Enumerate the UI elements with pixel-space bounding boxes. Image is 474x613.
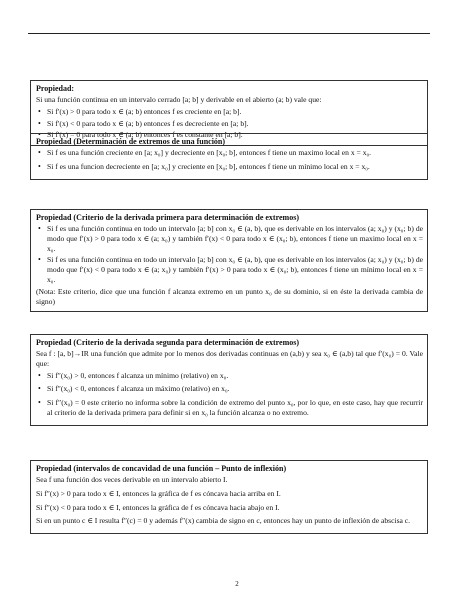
bullet-item: • Si f es una función continua en todo un intervalo [a; b] con x₀ ∈ (a, b), que es derivable en los intervalos (a; x₀) y (x₀; b) de modo que f′(x) > 0 para todo x ∈ (a; x₀) y también f′(x) < 0 para todo x ∈ (x₀; b), entonces f tiene un maximo local en x = x₀.	[36, 224, 423, 253]
bullet-item: • Si f es una función creciente en [a; x₀] y decreciente en [x₀; b], entonces f tiene un maximo local en x = x₀.	[36, 148, 423, 158]
bullet-item: • Si f″(x₀) = 0 este criterio no informa sobre la condición de extremo del punto x₀, por lo que, en este caso, hay que recurrir al criterio de la derivada primera para definir si en x₀ la función alcanza o no extremo.	[36, 398, 423, 418]
block-paragraph: Si f″(x) > 0 para todo x ∈ I, entonces la gráfica de f es cóncava hacia arriba en I.	[36, 488, 281, 498]
block-paragraph: Sea f una función dos veces derivable en un intervalo abierto I.	[36, 475, 228, 484]
block-note: (Nota: Este criterio, dice que una función f alcanza extremo en un punto x₀ de su dominio, si en éste la derivada cambia de signo)	[36, 286, 423, 306]
bullet-item: • Si f″(x₀) < 0, entonces f alcanza un máximo (relativo) en x₀.	[36, 384, 423, 394]
header-rule	[28, 33, 430, 34]
property-second-derivative-test	[30, 334, 428, 426]
block-title: Propiedad:	[36, 84, 75, 93]
bullet-item: • Si f es una funcion decreciente en [a; x₀] y creciente en [x₀; b], entonces f tiene un mínimo local en x = x₀.	[36, 162, 423, 172]
bullet-item: • Si f″(x₀) > 0, entonces f alcanza un mínimo (relativo) en x₀.	[36, 371, 423, 381]
block-paragraph: Si en un punto c ∈ I resulta f″(c) = 0 y además f″(x) cambia de signo en c, entonces hay un punto de inflexión de abscisa c.	[36, 516, 411, 526]
block-paragraph: Sea f : [a, b]→IR una función que admite por lo menos dos derivadas continuas en (a,b) y sea x₀ ∈ (a,b) tal que f′(x₀) = 0. Vale que:	[36, 349, 423, 368]
block-title: Propiedad (Criterio de la derivada segunda para determinación de extremos)	[36, 338, 300, 347]
bullet-item: • Si f′(x) < 0 para todo x ∈ (a; b) entonces f es decreciente en [a; b].	[36, 119, 423, 129]
bullet-item: • Si f es una función continua en todo un intervalo [a; b] con x₀ ∈ (a, b), que es derivable en los intervalos (a; x₀) y (x₀; b) de modo que f′(x) < 0 para todo x ∈ (a; x₀) y también f′(x) > 0 para todo x ∈ (x₀; b), entonces f tiene un mínimo local en x = x₀.	[36, 255, 423, 284]
block-title: Propiedad (Determinación de extremos de una función)	[36, 137, 226, 146]
block-title: Propiedad (Criterio de la derivada primera para determinación de extremos)	[36, 213, 299, 222]
block-paragraph: Si una función continua en un intervalo cerrado [a; b] y derivable en el abierto (a; b) vale que:	[36, 95, 322, 104]
block-title: Propiedad (intervalos de concavidad de una función – Punto de inflexión)	[36, 464, 287, 473]
block-paragraph: Si f″(x) < 0 para todo x ∈ I, entonces la gráfica de f es cóncava hacia abajo en I.	[36, 502, 280, 512]
property-extrema	[30, 133, 428, 180]
bullet-item: • Si f′(x) > 0 para todo x ∈ (a; b) entonces f es creciente en [a; b].	[36, 107, 423, 117]
page-number: 2	[235, 580, 239, 588]
bullet-item: • Si f′(x) = 0 para todo x ∈ (a; b) entonces f es constante en [a; b].	[36, 130, 423, 140]
property-concavity	[30, 460, 428, 534]
property-first-derivative-test	[30, 209, 428, 312]
